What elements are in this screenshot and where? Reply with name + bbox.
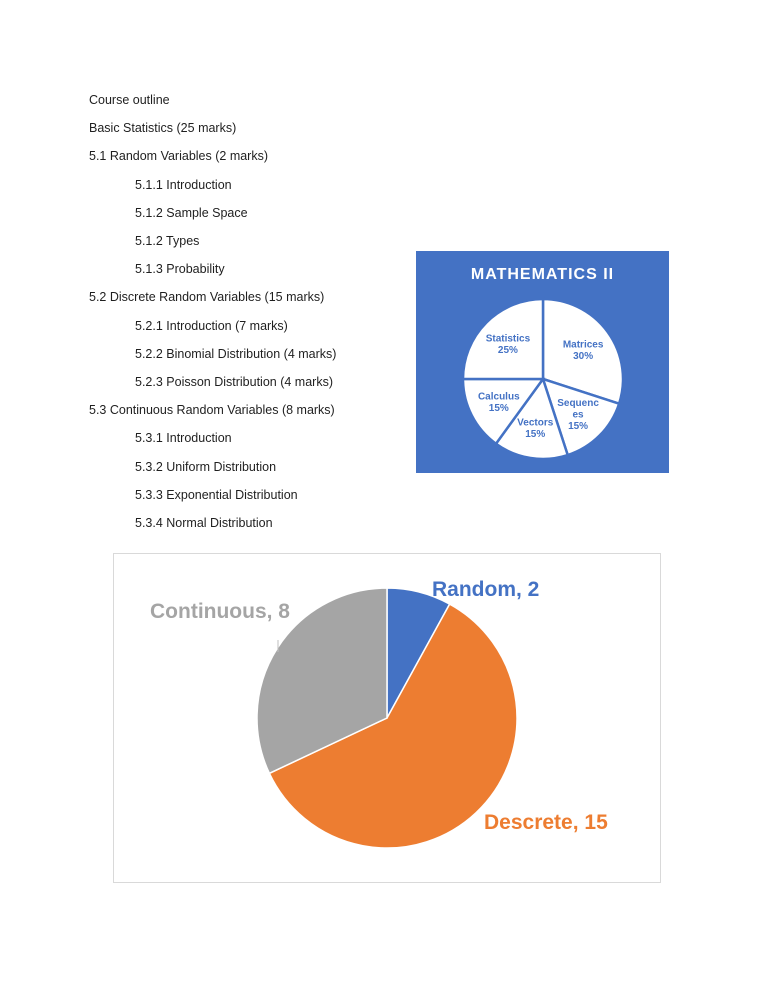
outline-subitem: 5.1.1 Introduction [135,177,232,192]
outline-item: 5.3 Continuous Random Variables (8 marks) [89,403,335,418]
mathematics-ii-pie-chart [416,251,669,473]
pie-slice-label: es [572,409,584,421]
outline-subitem: 5.1.2 Types [135,234,200,248]
pie-slice-label: 15% [525,429,546,441]
pie-data-label-random: Random, 2 [432,578,540,601]
outline-subitem: 5.3.2 Uniform Distribution [135,459,277,474]
outline-subitem: 5.3.3 Exponential Distribution [135,487,298,502]
marks-pie-chart [113,553,661,883]
pie-slice-label: Sequenc [557,398,599,410]
outline-subitem: 5.2.2 Binomial Distribution (4 marks) [135,346,337,361]
mathematics-ii-pie-svg [416,251,669,473]
pie-slice-label: 15% [568,421,589,433]
pie-slice-label: 30% [573,351,594,363]
pie-slice-label: 15% [488,402,509,414]
chart-title: MATHEMATICS II [470,266,615,283]
pie-slice-label: Calculus [477,391,520,403]
outline-subitem: 5.2.1 Introduction (7 marks) [135,318,288,333]
outline-item: 5.2 Discrete Random Variables (15 marks) [89,290,325,305]
pie-data-label-continuous: Continuous, 8 [150,600,290,623]
marks-pie-svg [114,554,660,882]
pie-slice-label: 25% [497,345,518,357]
pie-data-label-descrete: Descrete, 15 [484,811,608,834]
outline-subitem: 5.2.3 Poisson Distribution (4 marks) [135,375,333,389]
pie-slice-label: Statistics [485,333,531,345]
pie-slice-label: Vectors [517,417,554,429]
outline-subitem: 5.3.1 Introduction [135,431,232,446]
outline-subitem: 5.3.4 Normal Distribution [135,516,273,530]
pie-slice-label: Matrices [562,339,604,351]
outline-item: 5.1 Random Variables (2 marks) [89,149,269,164]
outline-item: Course outline [89,93,170,107]
outline-item: Basic Statistics (25 marks) [89,121,237,136]
outline-subitem: 5.1.2 Sample Space [135,205,248,220]
outline-subitem: 5.1.3 Probability [135,262,225,277]
